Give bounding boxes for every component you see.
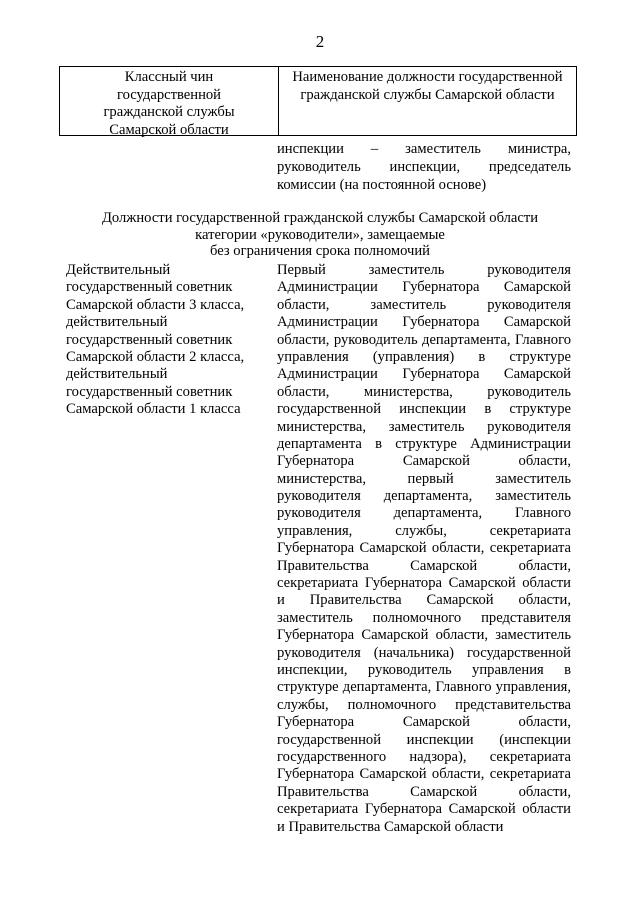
class-rank-line: государственный советник (66, 279, 233, 296)
position-line: министерства, заместитель руководителя (277, 418, 571, 435)
continuation-text (277, 140, 571, 194)
header-cell-class-rank (60, 67, 279, 138)
position-line: и Правительства Самарской области (277, 818, 504, 835)
position-line: секретариата Губернатора Самарской области (277, 575, 571, 592)
position-line: руководителя (начальника) государственной (277, 644, 571, 661)
position-line: Администрации Губернатора Самарской (277, 366, 571, 383)
position-line: инспекции, руководитель управления в (277, 661, 571, 678)
class-rank-line: государственный советник (66, 383, 233, 400)
position-line: управления (управления) в структуре (277, 348, 571, 365)
table-header (59, 66, 577, 136)
heading-line: Должности государственной гражданской службы Самарской области (101, 210, 539, 226)
position-line: Первый заместитель руководителя (277, 262, 571, 278)
position-line: службы, полномочного представительства (277, 696, 571, 713)
header-right-line: гражданской службы Самарской области (300, 86, 555, 103)
class-rank-line: Самарской области 1 класса (66, 401, 241, 418)
text-line: инспекции – заместитель министра, (277, 141, 571, 157)
position-line: и Правительства Самарской области, (277, 592, 571, 609)
position-line: государственной инспекции в структуре (277, 401, 571, 418)
class-rank-column (66, 262, 266, 419)
position-line: Губернатора Самарской области, секретариата (277, 766, 571, 783)
position-line: руководителя департамента, заместитель (277, 488, 571, 505)
header-left-line: Самарской области (109, 121, 229, 138)
position-line: государственной инспекции (инспекции (277, 731, 571, 748)
position-line: Правительства Самарской области, (277, 557, 571, 574)
page-number: 2 (315, 32, 325, 51)
position-line: департамента в структуре Администрации (277, 435, 571, 452)
class-rank-line: государственный советник (66, 331, 233, 348)
position-line: Губернатора Самарской области, заместитель (277, 627, 571, 644)
position-line: руководителя департамента, Главного (277, 505, 571, 522)
header-right-line: Наименование должности государственной (292, 69, 563, 85)
position-line: области, заместитель руководителя (277, 296, 571, 313)
position-line: секретариата Губернатора Самарской области (277, 801, 571, 818)
position-line: области, министерства, руководитель (277, 383, 571, 400)
position-line: области, руководитель департамента, Главного (277, 331, 571, 348)
position-line: Администрации Губернатора Самарской (277, 314, 571, 331)
class-rank-line: действительный (66, 366, 168, 383)
header-cell-position-name (279, 67, 576, 135)
text-line: руководитель инспекции, председатель (277, 159, 571, 175)
position-line: управления, службы, секретариата (277, 522, 571, 539)
position-line: Губернатора Самарской области, (277, 453, 571, 470)
class-rank-line: Самарской области 3 класса, (66, 296, 245, 313)
class-rank-line: Самарской области 2 класса, (66, 348, 245, 365)
position-line: структуре департамента, Главного управления, (277, 679, 571, 696)
text-line: комиссии (на постоянной основе) (277, 177, 487, 193)
heading-line: без ограничения срока полномочий (210, 243, 430, 259)
positions-column (277, 262, 571, 836)
header-left-line: государственной (116, 86, 221, 103)
header-left-line: гражданской службы (103, 104, 235, 120)
position-line: Губернатора Самарской области, (277, 714, 571, 731)
class-rank-line: Действительный (66, 262, 171, 278)
class-rank-line: действительный (66, 314, 168, 331)
position-line: министерства, первый заместитель (277, 470, 571, 487)
heading-line: категории «руководители», замещаемые (195, 226, 445, 243)
header-left-line: Классный чин (124, 69, 214, 85)
position-line: государственного надзора), секретариата (277, 748, 571, 765)
position-line: Правительства Самарской области, (277, 783, 571, 800)
section-heading (0, 210, 640, 260)
position-line: заместитель полномочного представителя (277, 609, 571, 626)
position-line: Губернатора Самарской области, секретариата (277, 540, 571, 557)
position-line: Администрации Губернатора Самарской (277, 279, 571, 296)
